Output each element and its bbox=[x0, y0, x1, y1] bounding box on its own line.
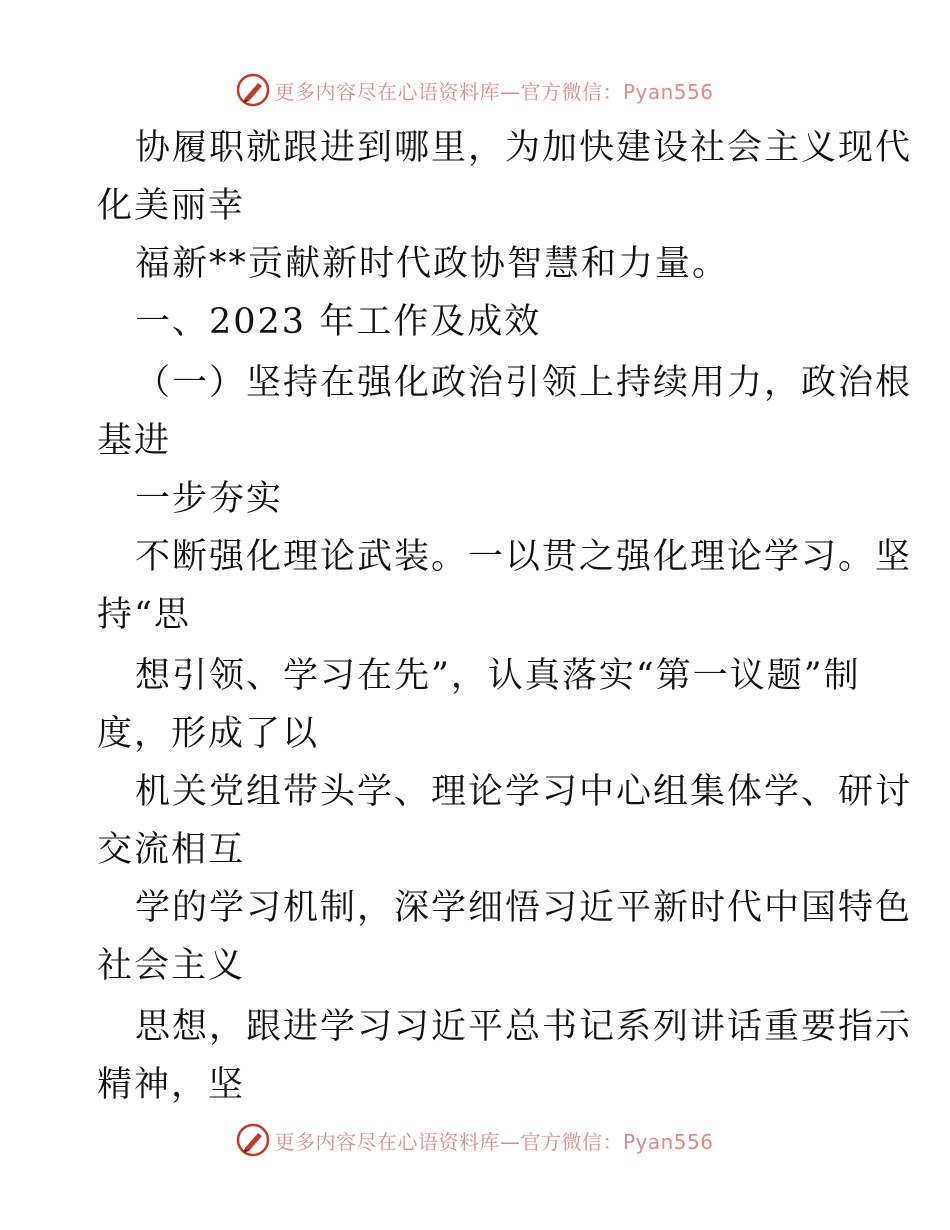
text-line: 学的学习机制，深学细悟习近平新时代中国特色 bbox=[135, 888, 913, 928]
text-line: 想引领、学习在先”，认真落实“第一议题”制 bbox=[135, 656, 861, 696]
text-line: 持“思 bbox=[97, 595, 191, 635]
text-line: 基进 bbox=[97, 421, 172, 461]
text-line: 思想，跟进学习习近平总书记系列讲话重要指示 bbox=[135, 1007, 913, 1047]
section-heading: 一、2023 年工作及成效 bbox=[135, 302, 542, 342]
pen-logo-icon bbox=[236, 1123, 270, 1157]
footer-watermark bbox=[0, 1120, 950, 1160]
text-line: 不断强化理论武装。一以贯之强化理论学习。坚 bbox=[135, 537, 913, 577]
subsection-heading: （一）坚持在强化政治引领上持续用力，政治根 bbox=[135, 363, 913, 403]
text-line: 一步夯实 bbox=[135, 479, 284, 519]
text-line: 协履职就跟进到哪里，为加快建设社会主义现代 bbox=[135, 128, 913, 168]
text-line: 交流相互 bbox=[97, 830, 246, 870]
text-line: 化美丽幸 bbox=[97, 186, 246, 226]
text-line: 社会主义 bbox=[97, 946, 246, 986]
footer-watermark-text: 更多内容尽在心语资料库—官方微信：Pyan556 bbox=[274, 1129, 714, 1154]
text-line: 度，形成了以 bbox=[97, 714, 320, 754]
text-line: 机关党组带头学、理论学习中心组集体学、研讨 bbox=[135, 772, 913, 812]
text-line: 精神，坚 bbox=[97, 1065, 246, 1105]
header-watermark-text: 更多内容尽在心语资料库—官方微信：Pyan556 bbox=[274, 79, 714, 104]
text-line: 福新**贡献新时代政协智慧和力量。 bbox=[135, 244, 730, 284]
